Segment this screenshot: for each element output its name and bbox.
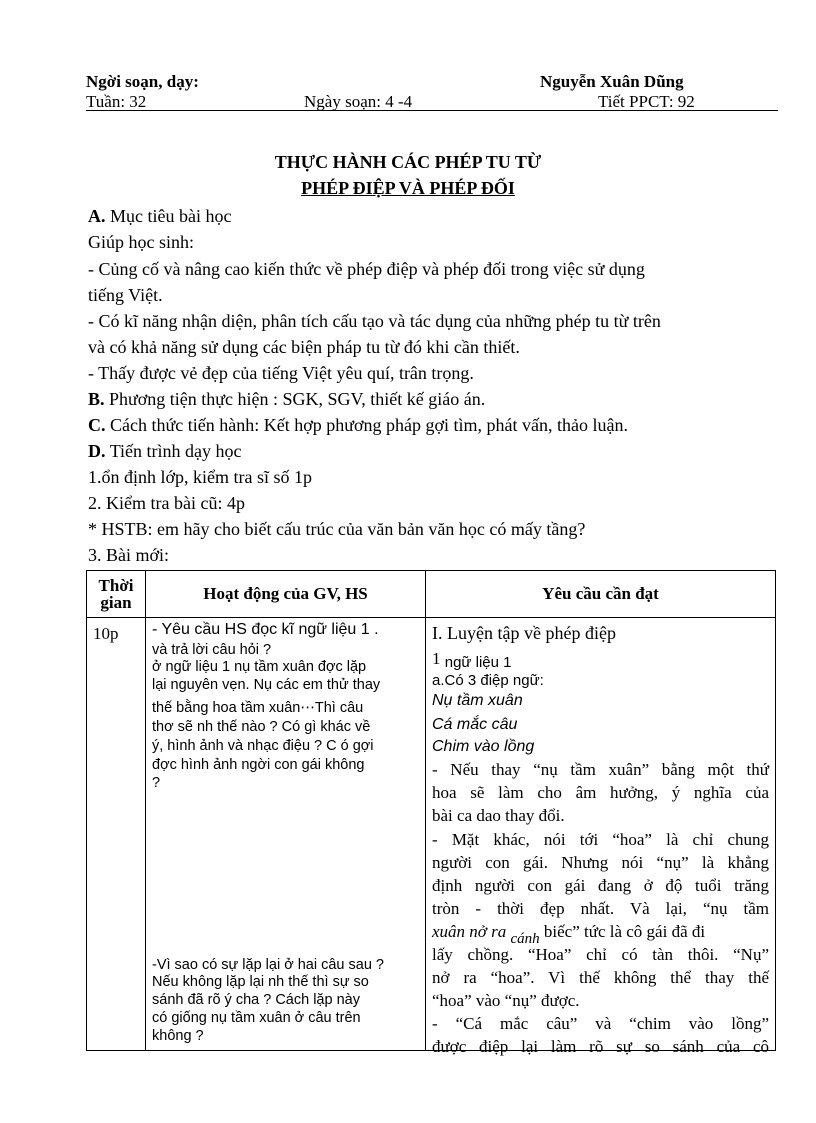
time-header-line-2: gian xyxy=(100,593,132,612)
lesson-plan-table xyxy=(86,570,776,1056)
requirement-heading: I. Luyện tập về phép điệp xyxy=(432,623,616,643)
section-b xyxy=(88,389,485,410)
requirement-cell xyxy=(426,618,776,1056)
time-header-line-1: Thời xyxy=(98,576,134,595)
exercise-subtitle: ngữ liệu 1 xyxy=(444,654,512,671)
section-d-label: D. xyxy=(88,441,106,461)
question-1-line-6: thơ sẽ nh thế nào ? Có gì khác về xyxy=(152,719,371,735)
table-header-row xyxy=(87,571,776,618)
header-rule xyxy=(86,110,778,111)
question-2-line-5: không ? xyxy=(152,1028,204,1044)
date-label: Ngày soạn: 4 -4 xyxy=(304,92,413,111)
section-a-intro: Giúp học sinh: xyxy=(88,232,194,252)
section-c-label: C. xyxy=(88,415,106,435)
objective-3: - Thấy được vẻ đẹp của tiếng Việt yêu quí, trân trọng. xyxy=(88,363,474,383)
explain-1-line-1: - Nếu thay “nụ tầm xuân” bằng một thứ xyxy=(432,760,769,779)
lesson-subtitle xyxy=(0,178,816,199)
question-1-line-7: ý, hình ảnh và nhạc điệu ? C ó gợi xyxy=(152,738,374,754)
question-1-line-2: và trả lời câu hỏi ? xyxy=(152,642,272,658)
author-label: Ngời soạn, dạy: xyxy=(86,72,199,91)
step-2-question: * HSTB: em hãy cho biết cấu trúc của văn bản văn học có mấy tầng? xyxy=(88,519,586,539)
explain-2-line-5-part-b: cánh xyxy=(510,931,540,947)
section-a-heading xyxy=(88,206,231,227)
lesson-subtitle-text: PHÉP ĐIỆP VÀ PHÉP ĐỐI xyxy=(301,178,515,198)
objective-1-line-2: tiếng Việt. xyxy=(88,285,163,305)
author-name: Nguyễn Xuân Dũng xyxy=(540,72,684,91)
question-2-line-4: có giống nụ tầm xuân ở câu trên xyxy=(152,1010,361,1026)
repetition-count: a.Có 3 điệp ngữ: xyxy=(432,672,544,689)
activity-column-header: Hoạt động của GV, HS xyxy=(146,571,426,618)
exercise-1-label xyxy=(432,648,771,670)
question-1-line-4: lại nguyên vẹn. Nụ các em thử thay xyxy=(152,677,381,693)
explain-2-line-3: định người con gái đang ở độ tuổi trăng xyxy=(432,876,769,895)
section-a-label: A. xyxy=(88,206,106,226)
time-column-header xyxy=(87,571,146,618)
question-2-line-1: -Vì sao có sự lặp lại ở hai câu sau ? xyxy=(152,957,384,973)
phrase-2: Cá mắc câu xyxy=(432,716,518,733)
explain-3-line-1: - “Cá mắc câu” và “chim vào lồng” xyxy=(432,1014,769,1033)
explain-1-line-3: bài ca dao thay đổi. xyxy=(432,806,565,825)
objective-2-line-2: và có khả năng sử dụng các biện pháp tu từ đó khi cần thiết. xyxy=(88,337,520,357)
section-c-text: Cách thức tiến hành: Kết hợp phương pháp gợi tìm, phát vấn, thảo luận. xyxy=(110,415,628,435)
explain-2-line-2: người con gái. Nhưng nói “nụ” là khẳng xyxy=(432,853,769,872)
explain-2-line-1: - Mặt khác, nói tới “hoa” là chỉ chung xyxy=(432,830,769,849)
activity-cell xyxy=(146,618,426,1051)
section-c xyxy=(88,415,628,436)
section-d-text: Tiến trình dạy học xyxy=(109,441,242,461)
explain-3-line-2: được điệp lại làm rõ sự so sánh của cô xyxy=(432,1037,769,1056)
question-1-line-1: - Yêu cầu HS đọc kĩ ngữ liệu 1 . xyxy=(152,621,379,638)
lesson-title: THỰC HÀNH CÁC PHÉP TU TỪ xyxy=(274,152,542,172)
phrase-1: Nụ tầm xuân xyxy=(432,692,523,709)
explain-2-line-7: nở ra “hoa”. Vì thế không thể thay thế xyxy=(432,968,769,987)
exercise-number: 1 xyxy=(432,649,441,668)
requirement-content xyxy=(426,618,775,1056)
question-1-line-3: ở ngữ liệu 1 nụ tầm xuân đợc lặp xyxy=(152,659,367,675)
step-2: 2. Kiểm tra bài cũ: 4p xyxy=(88,493,245,513)
week-label: Tuần: 32 xyxy=(86,92,147,111)
objective-1-line-1: - Củng cố và nâng cao kiến thức về phép điệp và phép đối trong việc sử dụng xyxy=(88,259,645,279)
explain-2-line-5-part-a: xuân nở ra xyxy=(432,922,507,941)
table-row xyxy=(87,618,776,1051)
explain-2-line-8: “hoa” vào “nụ” được. xyxy=(432,991,580,1010)
section-b-label: B. xyxy=(88,389,105,409)
period-label: Tiết PPCT: 92 xyxy=(598,92,695,111)
activity-content xyxy=(146,618,425,1050)
explain-2-line-6: lấy chồng. “Hoa” chỉ có tàn thôi. “Nụ” xyxy=(432,945,769,964)
question-1-line-8: đợc hình ảnh ngời con gái không xyxy=(152,757,365,773)
phrase-3: Chim vào lồng xyxy=(432,738,535,755)
section-b-text: Phương tiện thực hiện : SGK, SGV, thiết kế giáo án. xyxy=(109,389,486,409)
explain-2-line-4: tròn - thời đẹp nhất. Và lại, “nụ tầm xyxy=(432,899,769,918)
explain-2-line-5-part-c: biếc” tức là cô gái đã đi xyxy=(543,922,706,941)
explain-1-line-2: hoa sẽ làm cho âm hưởng, ý nghĩa của xyxy=(432,783,769,802)
section-d xyxy=(88,441,242,462)
question-1-line-9: ? xyxy=(152,775,161,791)
explain-2-line-5 xyxy=(432,921,771,947)
requirement-column-header: Yêu cầu cần đạt xyxy=(426,571,776,618)
question-1-line-5: thế bằng hoa tầm xuân⋯Thì câu xyxy=(152,700,364,716)
question-2-line-3: sánh đã rõ ý cha ? Cách lặp này xyxy=(152,992,360,1008)
section-a-title: Mục tiêu bài học xyxy=(110,206,232,226)
question-2-line-2: Nếu không lặp lại nh thế thì sự so xyxy=(152,974,369,990)
objective-2-line-1: - Có kĩ năng nhận diện, phân tích cấu tạo và tác dụng của những phép tu từ trên xyxy=(88,311,661,331)
step-1: 1.ổn định lớp, kiểm tra sĩ số 1p xyxy=(88,467,313,487)
time-cell: 10p xyxy=(87,618,146,1051)
step-3: 3. Bài mới: xyxy=(88,545,170,565)
